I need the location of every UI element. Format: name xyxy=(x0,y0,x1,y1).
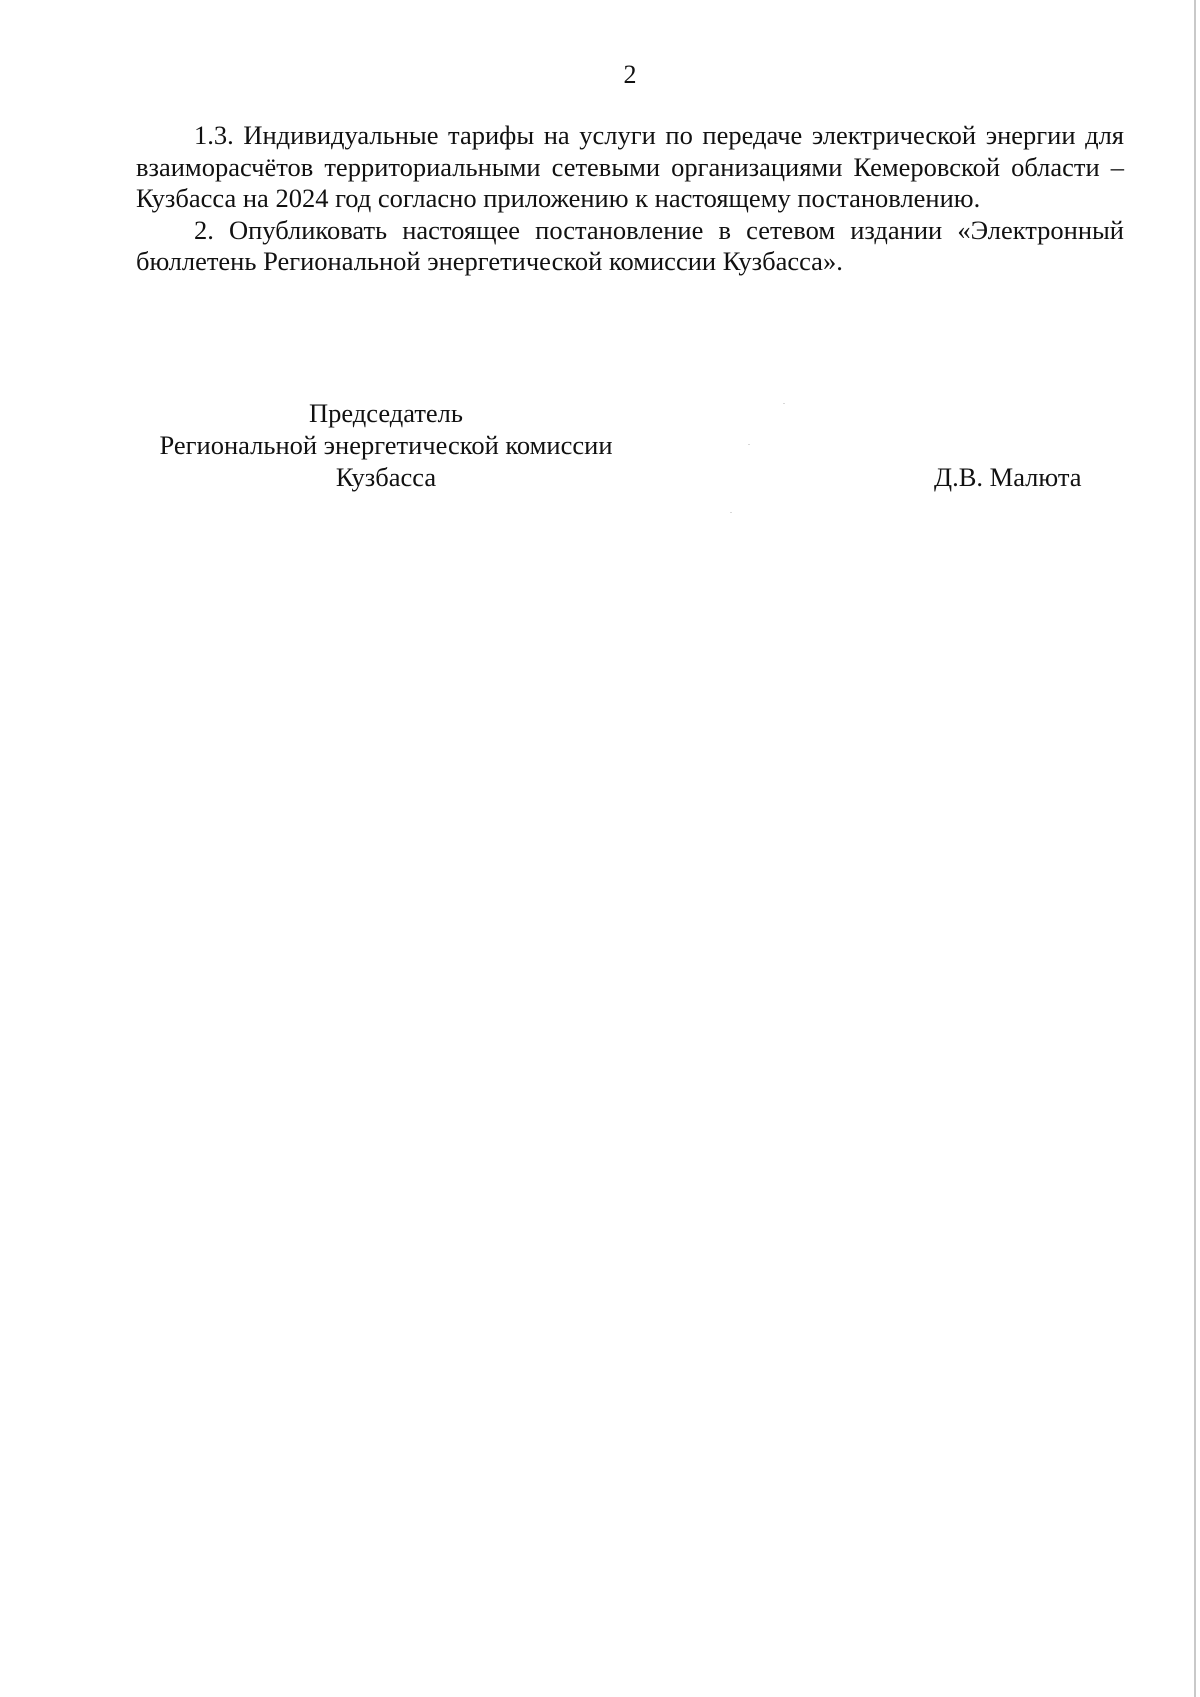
scan-edge-line xyxy=(1194,0,1196,1697)
position-line-3: Кузбасса xyxy=(335,462,437,492)
position-line-1: Председатель xyxy=(309,398,463,428)
position-line-2: Региональной энергетической комиссии xyxy=(159,430,613,460)
page-number: 2 xyxy=(623,60,637,89)
scan-artifact xyxy=(730,512,732,513)
signatory-position xyxy=(136,397,636,493)
paragraph-1-3: 1.3. Индивидуальные тарифы на услуги по передаче электрической энергии для взаиморасчётов территориальными сетевыми организациями Кемеровской области – Кузбасса на 2024 год согласно приложению к настоящему постановлению. xyxy=(136,120,1124,213)
scan-artifact xyxy=(783,403,785,404)
scan-artifact xyxy=(748,444,750,445)
signatory-name: Д.В. Малюта xyxy=(934,462,1082,492)
document-body xyxy=(136,120,1124,278)
paragraph-2: 2. Опубликовать настоящее постановление в сетевом издании «Электронный бюллетень Региональной энергетической комиссии Кузбасса». xyxy=(136,214,1124,276)
